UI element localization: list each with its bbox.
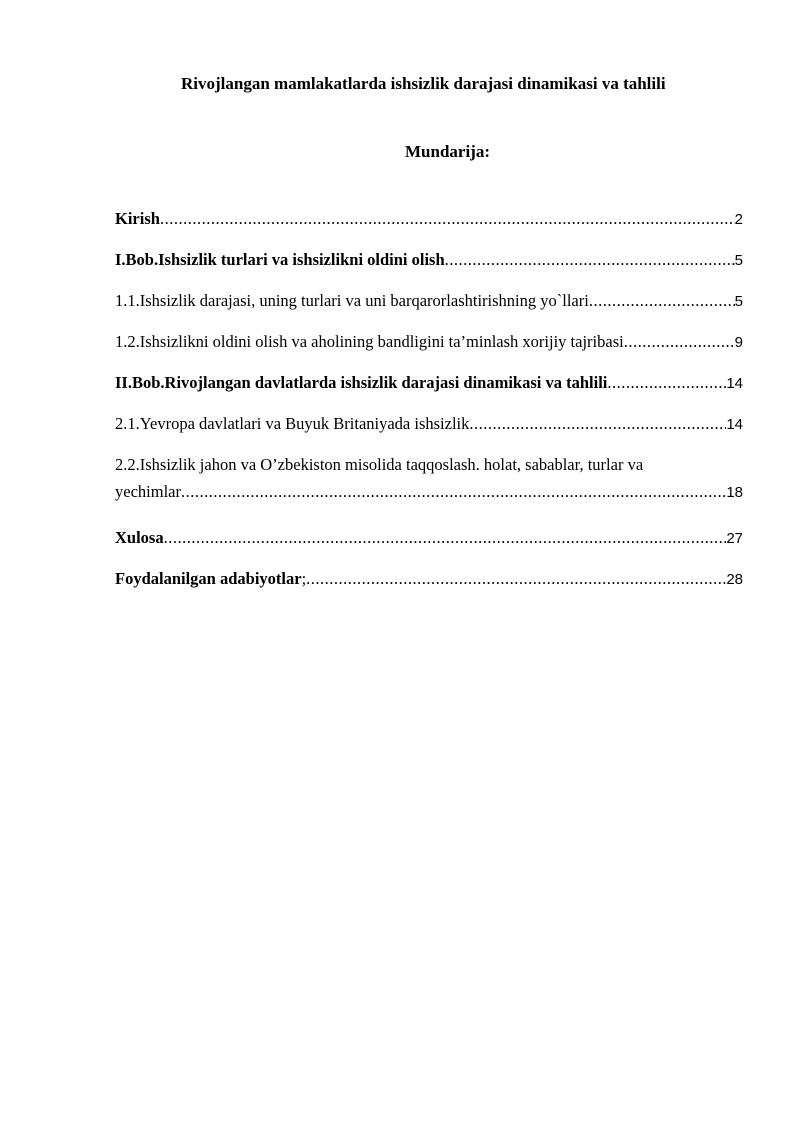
toc-page-number: 18 [726, 484, 743, 501]
toc-entry-section-1-2[interactable] [115, 332, 743, 353]
document-title: Rivojlangan mamlakatlarda ishsizlik darajasi dinamikasi va tahlili [181, 74, 666, 93]
toc-entry-title-line-1: 2.2.Ishsizlik jahon va O’zbekiston misolida taqqoslash. holat, sabablar, turlar va [115, 455, 644, 474]
toc-entry-section-1-1[interactable] [115, 291, 743, 312]
toc-entry-suffix: ; [301, 569, 307, 588]
toc-entry-section-2-2[interactable] [115, 455, 743, 503]
dot-leader [469, 414, 726, 434]
toc-entry-references[interactable] [115, 569, 743, 590]
toc-entry-title: Kirish [115, 209, 160, 228]
toc-entry-section-2-1[interactable] [115, 414, 743, 435]
dot-leader [624, 332, 735, 352]
toc-page-number: 2 [734, 211, 743, 228]
dot-leader [160, 209, 735, 229]
toc-page-number: 14 [726, 375, 743, 392]
dot-leader [607, 373, 726, 393]
toc-page-number: 28 [726, 571, 743, 588]
dot-leader [181, 482, 726, 502]
toc-entry-title: II.Bob.Rivojlangan davlatlarda ishsizlik darajasi dinamikasi va tahlili [115, 373, 608, 392]
toc-entry-title: 1.2.Ishsizlikni oldini olish va aholining bandligini ta’minlash xorijiy tajribasi [115, 332, 624, 351]
toc-entry-title: 1.1.Ishsizlik darajasi, uning turlari va uni barqarorlashtirishning yo`llari [115, 291, 589, 310]
toc-entry-title: 2.1.Yevropa davlatlari va Buyuk Britaniyada ishsizlik [115, 414, 470, 433]
toc-page-number: 27 [726, 530, 743, 547]
toc-heading: Mundarija: [405, 142, 490, 161]
dot-leader [164, 528, 727, 548]
toc-entry-title: Foydalanilgan adabiyotlar [115, 569, 302, 588]
toc-page-number: 9 [734, 334, 743, 351]
toc-entry-xulosa[interactable] [115, 528, 743, 549]
toc-page-number: 5 [734, 293, 743, 310]
toc-entry-chapter-1[interactable] [115, 250, 743, 271]
toc-entry-title: I.Bob.Ishsizlik turlari va ishsizlikni oldini olish [115, 250, 445, 269]
dot-leader [589, 291, 735, 311]
toc-page-number: 14 [726, 416, 743, 433]
toc-entry-kirish[interactable] [115, 209, 743, 230]
toc-page-number: 5 [734, 252, 743, 269]
toc-entry-title: Xulosa [115, 528, 164, 547]
toc-entry-title-line-2: yechimlar [115, 482, 181, 501]
dot-leader [306, 569, 726, 589]
toc-entry-chapter-2[interactable] [115, 373, 743, 394]
dot-leader [445, 250, 735, 270]
